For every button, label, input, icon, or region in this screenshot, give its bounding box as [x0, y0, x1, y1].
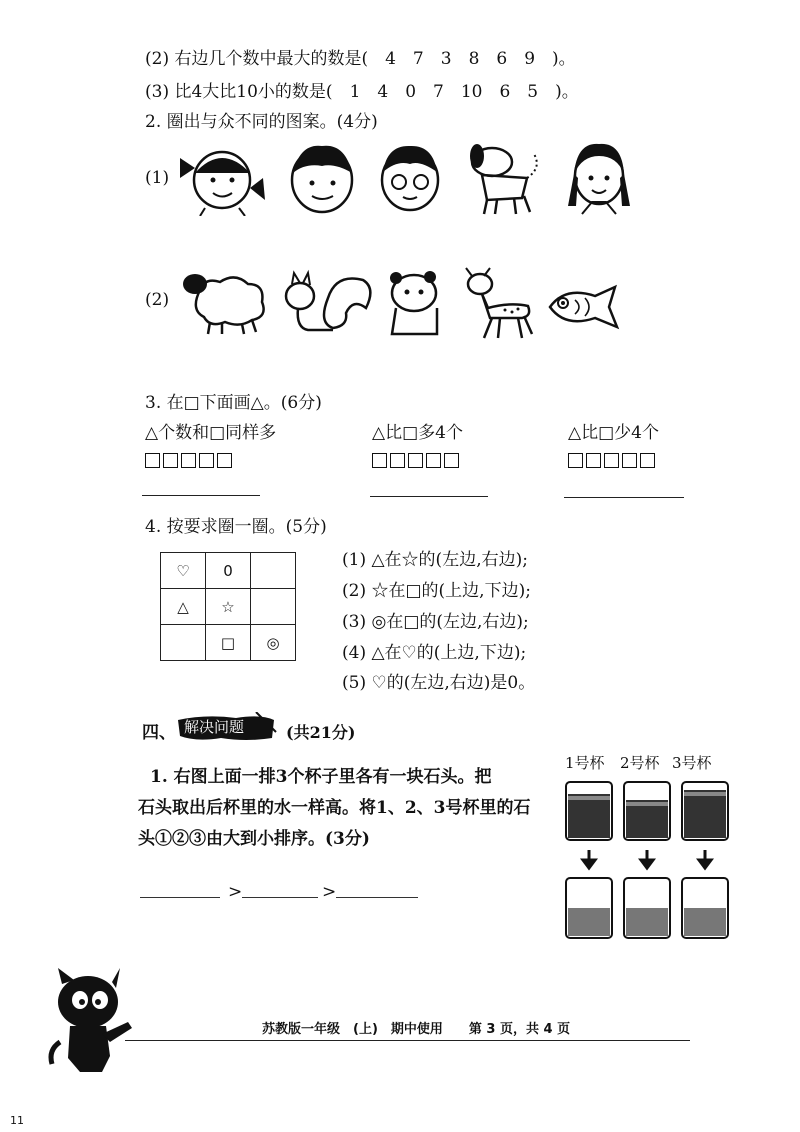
gt-sign-1: >	[228, 882, 243, 902]
q2-row1-label: (1)	[145, 168, 170, 188]
section4-number: 四、	[142, 723, 176, 743]
q2-title: 2. 圈出与众不同的图案。(4分)	[145, 112, 378, 132]
gt-sign-2: >	[322, 882, 337, 902]
cup-bottom-1-icon	[566, 878, 612, 938]
grid-cell	[161, 625, 206, 661]
dog-icon[interactable]	[462, 140, 547, 218]
grid-cell: △	[161, 589, 206, 625]
cup-label-2: 2号杯	[620, 754, 660, 772]
section4-banner	[176, 712, 278, 742]
q4-item-5[interactable]: (5) ♡的(左边,右边)是0。	[342, 673, 536, 693]
cups-illustration	[560, 778, 730, 948]
q4-item-2[interactable]: (2) ☆在□的(上边,下边);	[342, 581, 531, 601]
section4-q1-line1: 1. 右图上面一排3个杯子里各有一块石头。把	[150, 767, 492, 787]
grid-cell: ◎	[251, 625, 296, 661]
section4-banner-text: 解决问题	[184, 718, 245, 736]
cup-top-3-icon	[682, 782, 728, 840]
bear-icon[interactable]	[382, 268, 452, 338]
cup-label-1: 1号杯	[565, 754, 605, 772]
q1-line2: (2) 右边几个数中最大的数是( 4 7 3 8 6 9 )。	[145, 49, 576, 69]
q3-group1-squares	[145, 451, 235, 471]
squirrel-icon[interactable]	[278, 268, 376, 338]
grid-cell: 0	[206, 553, 251, 589]
section4-q1-line2: 石头取出后杯里的水一样高。将1、2、3号杯里的石	[138, 798, 531, 818]
q3-group3-label: △比□少4个	[568, 423, 659, 443]
cat-mascot-icon	[40, 968, 140, 1076]
q3-group3-squares	[568, 451, 658, 471]
grid-cell	[251, 589, 296, 625]
grid-cell: ♡	[161, 553, 206, 589]
q3-answer-line-2[interactable]	[370, 496, 488, 497]
grid-cell: ☆	[206, 589, 251, 625]
girl-with-bows-icon[interactable]	[175, 138, 270, 216]
girl-with-braids-icon[interactable]	[562, 136, 637, 218]
cup-bottom-2-icon	[624, 878, 670, 938]
fish-icon[interactable]	[545, 282, 625, 332]
boy-face-icon[interactable]	[285, 138, 360, 216]
q3-group2-label: △比□多4个	[372, 423, 463, 443]
q3-group2-squares	[372, 451, 462, 471]
footer-text: 苏教版一年级 (上) 期中使用 第 3 页，共 4 页	[262, 1022, 571, 1037]
deer-icon[interactable]	[460, 266, 538, 341]
page-number: 11	[10, 1114, 24, 1127]
grid-cell: □	[206, 625, 251, 661]
q4-item-1[interactable]: (1) △在☆的(左边,右边);	[342, 550, 528, 570]
cup-top-1-icon	[566, 782, 612, 840]
q1-line3: (3) 比4大比10小的数是( 1 4 0 7 10 6 5 )。	[145, 82, 579, 102]
grid-cell	[251, 553, 296, 589]
cup-top-2-icon	[624, 782, 670, 840]
answer-blank-3[interactable]	[336, 897, 418, 898]
boy-with-glasses-icon[interactable]	[375, 140, 445, 215]
answer-blank-2[interactable]	[242, 897, 318, 898]
q3-group1-label: △个数和□同样多	[145, 423, 277, 443]
cup-bottom-3-icon	[682, 878, 728, 938]
q3-title: 3. 在□下面画△。(6分)	[145, 393, 322, 413]
q3-answer-line-1[interactable]	[142, 495, 260, 496]
q2-row2-label: (2)	[145, 290, 170, 310]
section4-score: (共21分)	[286, 723, 356, 742]
answer-blank-1[interactable]	[140, 897, 220, 898]
q4-title: 4. 按要求圈一圈。(5分)	[145, 517, 327, 537]
sheep-icon[interactable]	[180, 262, 270, 337]
q4-item-4[interactable]: (4) △在♡的(上边,下边);	[342, 643, 527, 663]
q3-answer-line-3[interactable]	[564, 497, 684, 498]
section4-q1-line3: 头①②③由大到小排序。(3分)	[138, 829, 370, 849]
q4-grid	[160, 552, 296, 661]
q4-item-3[interactable]: (3) ◎在□的(左边,右边);	[342, 612, 529, 632]
cup-label-3: 3号杯	[672, 754, 712, 772]
footer-rule	[125, 1040, 690, 1041]
